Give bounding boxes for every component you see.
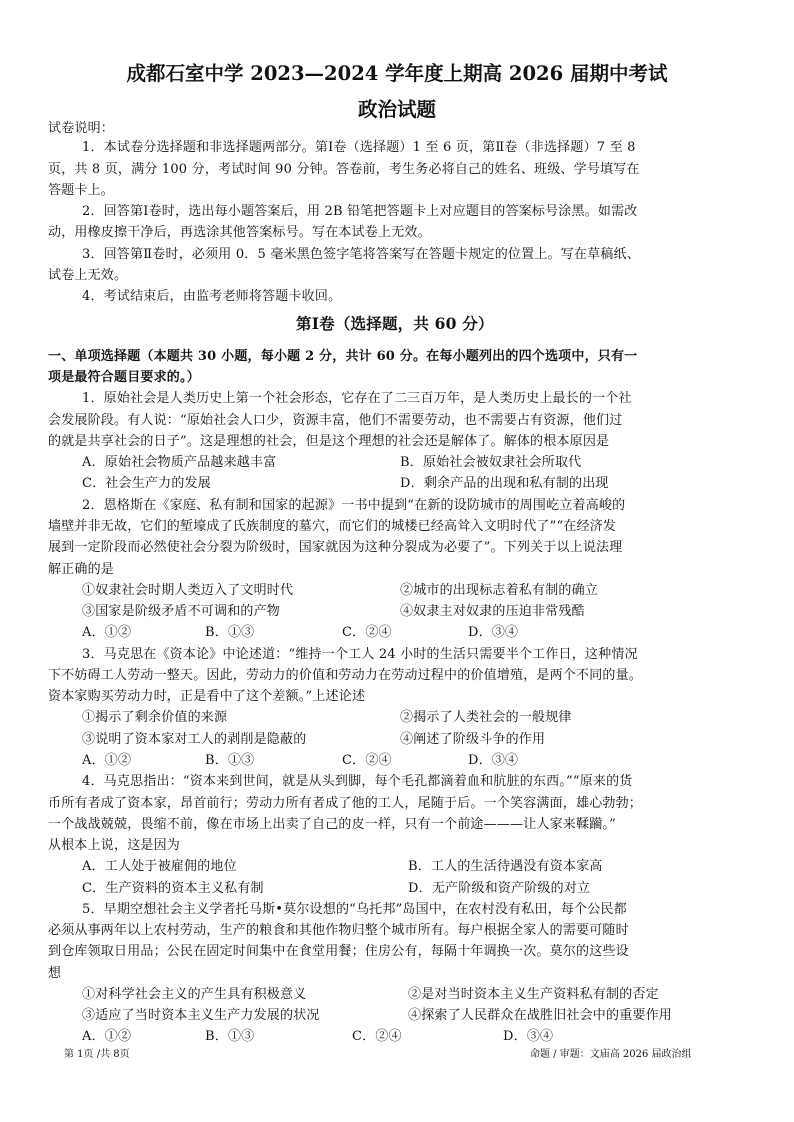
- text-line: ③适应了当时资本主义生产力发展的状况: [82, 1008, 320, 1023]
- text-line: 1．本试卷分选择题和非选择题两部分。第Ⅰ卷（选择题）1 至 6 页，第Ⅱ卷（非选择题）7 至 8: [82, 140, 636, 155]
- text-line: ②是对当时资本主义生产资料私有制的否定: [408, 987, 659, 1002]
- text-line: D．③④: [503, 1029, 554, 1044]
- page-number: 第 1页 /共 8页: [64, 1049, 130, 1060]
- text-line: B．工人的生活待遇没有资本家高: [408, 859, 603, 874]
- text-line: 3．马克思在《资本论》中论述道：“维持一个工人 24 小时的生活只需要半个工作日，这种情况: [82, 647, 638, 662]
- text-line: A．①②: [82, 1029, 132, 1044]
- text-line: 想: [48, 966, 62, 981]
- text-line: ①揭示了剩余价值的来源: [82, 710, 228, 725]
- text-line: 4．考试结束后，由监考老师将答题卡收回。: [82, 289, 342, 304]
- text-line: 2．回答第Ⅰ卷时，选出每小题答案后，用 2B 铅笔把答题卡上对应题目的答案标号涂黑。如需改: [82, 204, 638, 219]
- text-line: 解正确的是: [48, 562, 115, 577]
- text-line: 从根本上说，这是因为: [48, 838, 181, 853]
- text-line: B．①③: [205, 753, 255, 768]
- text-line: A．①②: [82, 625, 132, 640]
- text-line: 墙壁并非无故，它们的堑壕成了氏族制度的墓穴，而它们的城楼已经高耸入文明时代了”“在经济发: [48, 519, 617, 534]
- text-line: ③说明了资本家对工人的剥削是隐蔽的: [82, 732, 307, 747]
- text-line: 4．马克思指出：“资本来到世间，就是从头到脚，每个毛孔都滴着血和肮脏的东西。”“原来的货: [82, 774, 633, 789]
- author-credit: 命题 / 审题：文庙高 2026 届政治组: [530, 1049, 692, 1060]
- text-line: 1．原始社会是人类历史上第一个社会形态，它存在了二三百万年，是人类历史上最长的一个社: [82, 391, 632, 406]
- subject-title: 政治试题: [357, 98, 436, 121]
- text-line: 5．早期空想社会主义学者托马斯•莫尔设想的“乌托邦”岛国中，在农村没有私田，每个公民都: [82, 902, 627, 917]
- text-line: D．剩余产品的出现和私有制的出现: [400, 476, 609, 491]
- text-line: B．原始社会被奴隶社会所取代: [400, 455, 582, 470]
- text-line: 到仓库领取日用品；公民在固定时间集中在食堂用餐；住房公有，每隔十年调换一次。莫尔的这些设: [48, 944, 629, 959]
- text-line: ②城市的出现标志着私有制的确立: [400, 583, 599, 598]
- text-line: ④阐述了阶级斗争的作用: [400, 732, 546, 747]
- text-line: B．①③: [205, 625, 255, 640]
- text-line: 下不妨碍工人劳动一整天。因此，劳动力的价值和劳动力在劳动过程中的价值增殖，是两个不同的量。: [48, 668, 643, 683]
- text-line: ①奴隶社会时期人类迈入了文明时代: [82, 583, 294, 598]
- text-line: C．②④: [352, 1029, 402, 1044]
- exam-title: 成都石室中学 2023—2024 学年度上期高 2026 届期中考试: [126, 62, 668, 85]
- text-line: A．工人处于被雇佣的地位: [82, 859, 237, 874]
- text-line: 的就是共享社会的日子”。这是理想的社会，但是这个理想的社会还是解体了。解体的根本原因是: [48, 434, 610, 449]
- text-line: 币所有者成了资本家，昂首前行；劳动力所有者成了他的工人，尾随于后。一个笑容满面，雄心勃勃；: [48, 796, 643, 811]
- text-line: D．无产阶级和资产阶级的对立: [408, 881, 591, 896]
- text-line: 项是最符合题目要求的。）: [48, 370, 200, 385]
- text-line: 必须从事两年以上农村劳动，生产的粮食和其他作物归整个城市所有。每户根据全家人的需要可随时: [48, 923, 629, 938]
- text-line: 试卷上无效。: [48, 268, 128, 283]
- text-line: 试卷说明：: [48, 121, 115, 136]
- text-line: ③国家是阶级矛盾不可调和的产物: [82, 604, 281, 619]
- text-line: 答题卡上。: [48, 183, 115, 198]
- text-line: C．生产资料的资本主义私有制: [82, 881, 264, 896]
- text-line: ①对科学社会主义的产生具有积极意义: [82, 987, 307, 1002]
- text-line: A．①②: [82, 753, 132, 768]
- section-heading: 第Ⅰ卷（选择题，共 60 分）: [296, 314, 494, 333]
- text-line: 2．恩格斯在《家庭、私有制和国家的起源》一书中提到“在新的设防城市的周围屹立着高峻的: [82, 498, 626, 513]
- text-line: 3．回答第Ⅱ卷时，必须用 0．5 毫米黑色签字笔将答案写在答题卡规定的位置上。写在草稿纸、: [82, 247, 640, 262]
- text-line: 一个战战兢兢，畏缩不前，像在市场上出卖了自己的皮一样，只有一个前途———让人家来鞣躏。”: [48, 817, 616, 832]
- text-line: 会发展阶段。有人说：“原始社会人口少，资源丰富，他们不需要劳动，也不需要占有资源，他们过: [48, 413, 623, 428]
- text-line: 展到一定阶段而必然使社会分裂为阶级时，国家就因为这种分裂成为必要了”。下列关于以上说法理: [48, 540, 623, 555]
- text-line: ④奴隶主对奴隶的压迫非常残酷: [400, 604, 585, 619]
- text-line: A．原始社会物质产品越来越丰富: [82, 455, 277, 470]
- text-line: C．社会生产力的发展: [82, 476, 211, 491]
- text-line: B．①③: [205, 1029, 255, 1044]
- text-line: D．③④: [468, 753, 519, 768]
- text-line: 一、单项选择题（本题共 30 小题，每小题 2 分，共计 60 分。在每小题列出的四个选项中，只有一: [48, 349, 638, 364]
- text-line: C．②④: [342, 753, 392, 768]
- text-line: C．②④: [342, 625, 392, 640]
- text-line: 页，共 8 页，满分 100 分，考试时间 90 分钟。答卷前，考生务必将自己的姓名、班级、学号填写在: [48, 162, 640, 177]
- text-line: ②揭示了人类社会的一般规律: [400, 710, 572, 725]
- text-line: D．③④: [468, 625, 519, 640]
- text-line: 动，用橡皮擦干净后，再选涂其他答案标号。写在本试卷上无效。: [48, 225, 431, 240]
- text-line: ④探索了人民群众在战胜旧社会中的重要作用: [408, 1008, 673, 1023]
- text-line: 资本家购买劳动力时，正是看中了这个差额。”上述论述: [48, 689, 366, 704]
